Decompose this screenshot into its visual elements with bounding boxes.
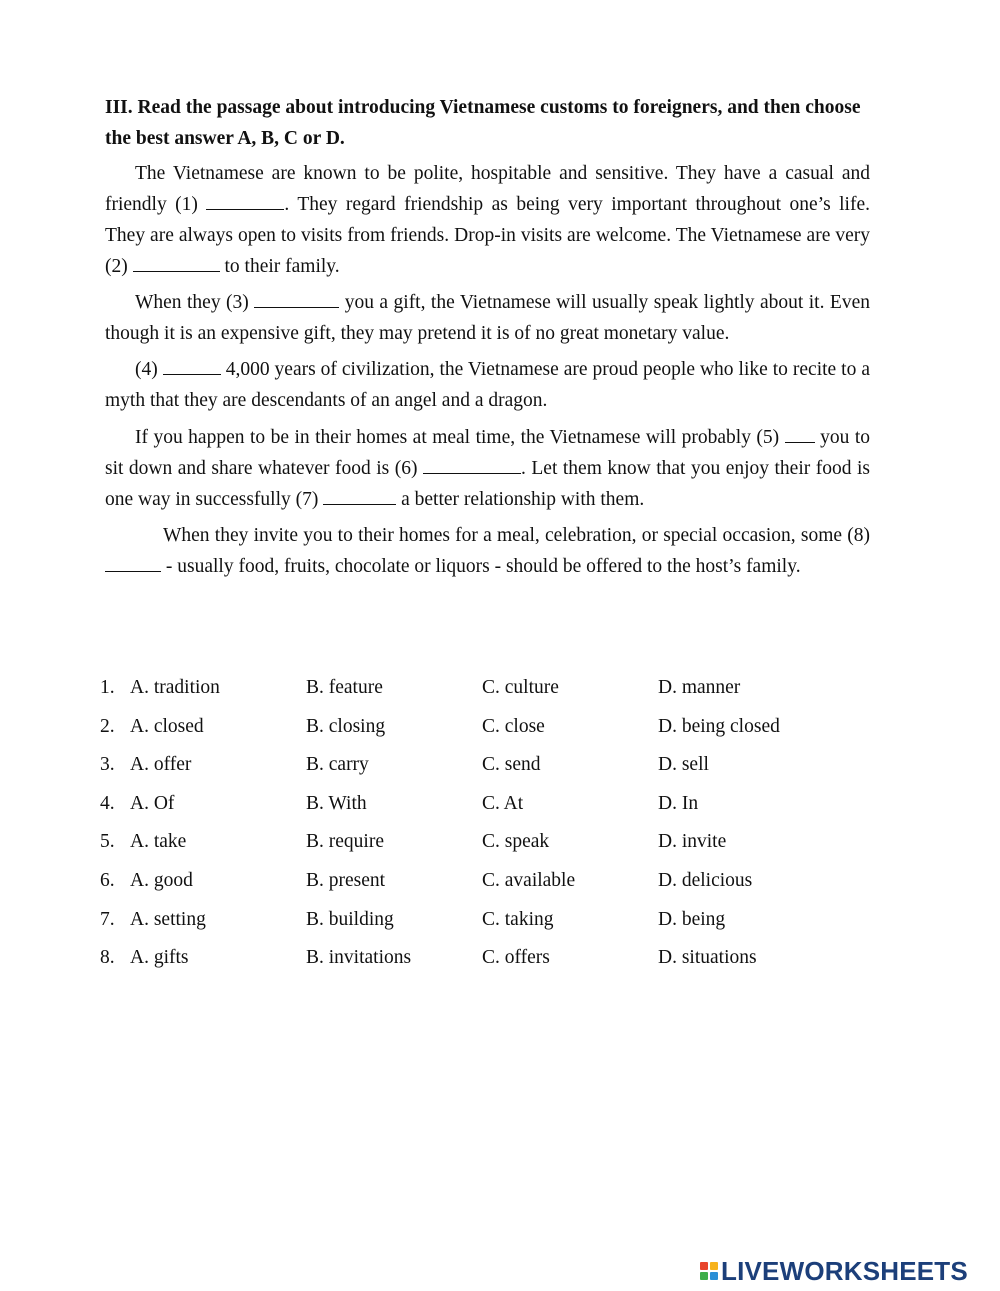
blank-7[interactable] — [323, 486, 396, 505]
option-7d[interactable]: D. being — [658, 908, 726, 930]
option-4a[interactable]: A. Of — [130, 792, 175, 814]
option-1b[interactable]: B. feature — [306, 677, 383, 698]
blank-2[interactable] — [133, 253, 220, 272]
logo-square-4 — [710, 1272, 718, 1280]
blank-5[interactable] — [785, 424, 815, 443]
option-7c[interactable]: C. taking — [482, 908, 554, 930]
option-3a[interactable]: A. offer — [130, 754, 192, 776]
option-2d[interactable]: D. being closed — [658, 715, 780, 737]
option-4b[interactable]: B. With — [306, 792, 367, 814]
blank-1[interactable] — [206, 191, 284, 210]
option-1c[interactable]: C. culture — [482, 677, 559, 698]
question-row-3: 3. A. offer B. carry C. send D. sell — [100, 754, 709, 776]
option-7b[interactable]: B. building — [306, 908, 394, 930]
option-5c[interactable]: C. speak — [482, 831, 550, 853]
option-5d[interactable]: D. invite — [658, 831, 727, 853]
blank-6[interactable] — [423, 455, 521, 474]
option-5a[interactable]: A. take — [130, 831, 187, 853]
option-1a[interactable]: A. tradition — [130, 677, 220, 698]
option-6b[interactable]: B. present — [306, 869, 386, 891]
option-8d[interactable]: D. situations — [658, 947, 757, 969]
option-1d[interactable]: D. manner — [658, 677, 741, 698]
question-row-1: 1. A. tradition B. feature C. culture D. manner — [100, 677, 741, 698]
question-row-7: 7. A. setting B. building C. taking D. being — [100, 908, 726, 930]
passage-paragraph-4: If you happen to be in their homes at meal time, the Vietnamese will probably (5) you to sit down and share whatever food is (6) . Let them know that you enjoy their food is one way in successfully (7) a better relationship with them. — [105, 422, 870, 515]
option-8c[interactable]: C. offers — [482, 947, 550, 969]
option-6a[interactable]: A. good — [130, 869, 193, 891]
option-3b[interactable]: B. carry — [306, 754, 369, 776]
blank-4[interactable] — [163, 356, 221, 375]
option-2a[interactable]: A. closed — [130, 715, 204, 737]
option-8a[interactable]: A. gifts — [130, 947, 189, 969]
logo-text: LIVEWORKSHEETS — [721, 1255, 968, 1286]
blank-8[interactable] — [105, 553, 161, 572]
option-3d[interactable]: D. sell — [658, 754, 709, 776]
liveworksheets-logo — [700, 1255, 968, 1287]
passage-paragraph-2: When they (3) you a gift, the Vietnamese will usually speak lightly about it. Even though it is an expensive gift, they may pretend it is of no great monetary value. — [105, 287, 870, 349]
option-6c[interactable]: C. available — [482, 869, 576, 891]
passage-paragraph-1: The Vietnamese are known to be polite, hospitable and sensitive. They have a casual and friendly (1) . They regard friendship as being very important throughout one’s life. They are always open to visits from friends. Drop-in visits are welcome. The Vietnamese are very (2) to their family. — [105, 163, 870, 277]
option-8b[interactable]: B. invitations — [306, 947, 412, 969]
exercise-heading: III. Read the passage about introducing Vietnamese customs to foreigners, and then choose the best answer A, B, C or D. — [105, 97, 861, 149]
question-row-4: 4. A. Of B. With C. At D. In — [100, 792, 699, 814]
option-7a[interactable]: A. setting — [130, 908, 206, 930]
option-2b[interactable]: B. closing — [306, 715, 386, 737]
option-5b[interactable]: B. require — [306, 831, 384, 853]
option-3c[interactable]: C. send — [482, 754, 541, 776]
logo-square-2 — [710, 1262, 718, 1270]
logo-square-1 — [700, 1262, 708, 1270]
question-row-8: 8. A. gifts B. invitations C. offers D. situations — [100, 947, 757, 969]
passage-paragraph-5: When they invite you to their homes for a meal, celebration, or special occasion, some (8) - usually food, fruits, chocolate or liquors - should be offered to the host’s family. — [105, 520, 870, 582]
option-2c[interactable]: C. close — [482, 715, 545, 737]
logo-icon — [700, 1262, 718, 1280]
passage-paragraph-3: (4) 4,000 years of civilization, the Vietnamese are proud people who like to recite to a myth that they are descendants of an angel and a dragon. — [105, 354, 870, 416]
question-row-6: 6. A. good B. present C. available D. delicious — [100, 869, 753, 891]
question-row-5: 5. A. take B. require C. speak D. invite — [100, 831, 727, 853]
option-4d[interactable]: D. In — [658, 792, 699, 814]
question-row-2: 2. A. closed B. closing C. close D. being closed — [100, 715, 780, 737]
blank-3[interactable] — [254, 289, 339, 308]
option-6d[interactable]: D. delicious — [658, 869, 753, 891]
answer-options — [100, 677, 880, 986]
logo-square-3 — [700, 1272, 708, 1280]
option-4c[interactable]: C. At — [482, 792, 524, 814]
